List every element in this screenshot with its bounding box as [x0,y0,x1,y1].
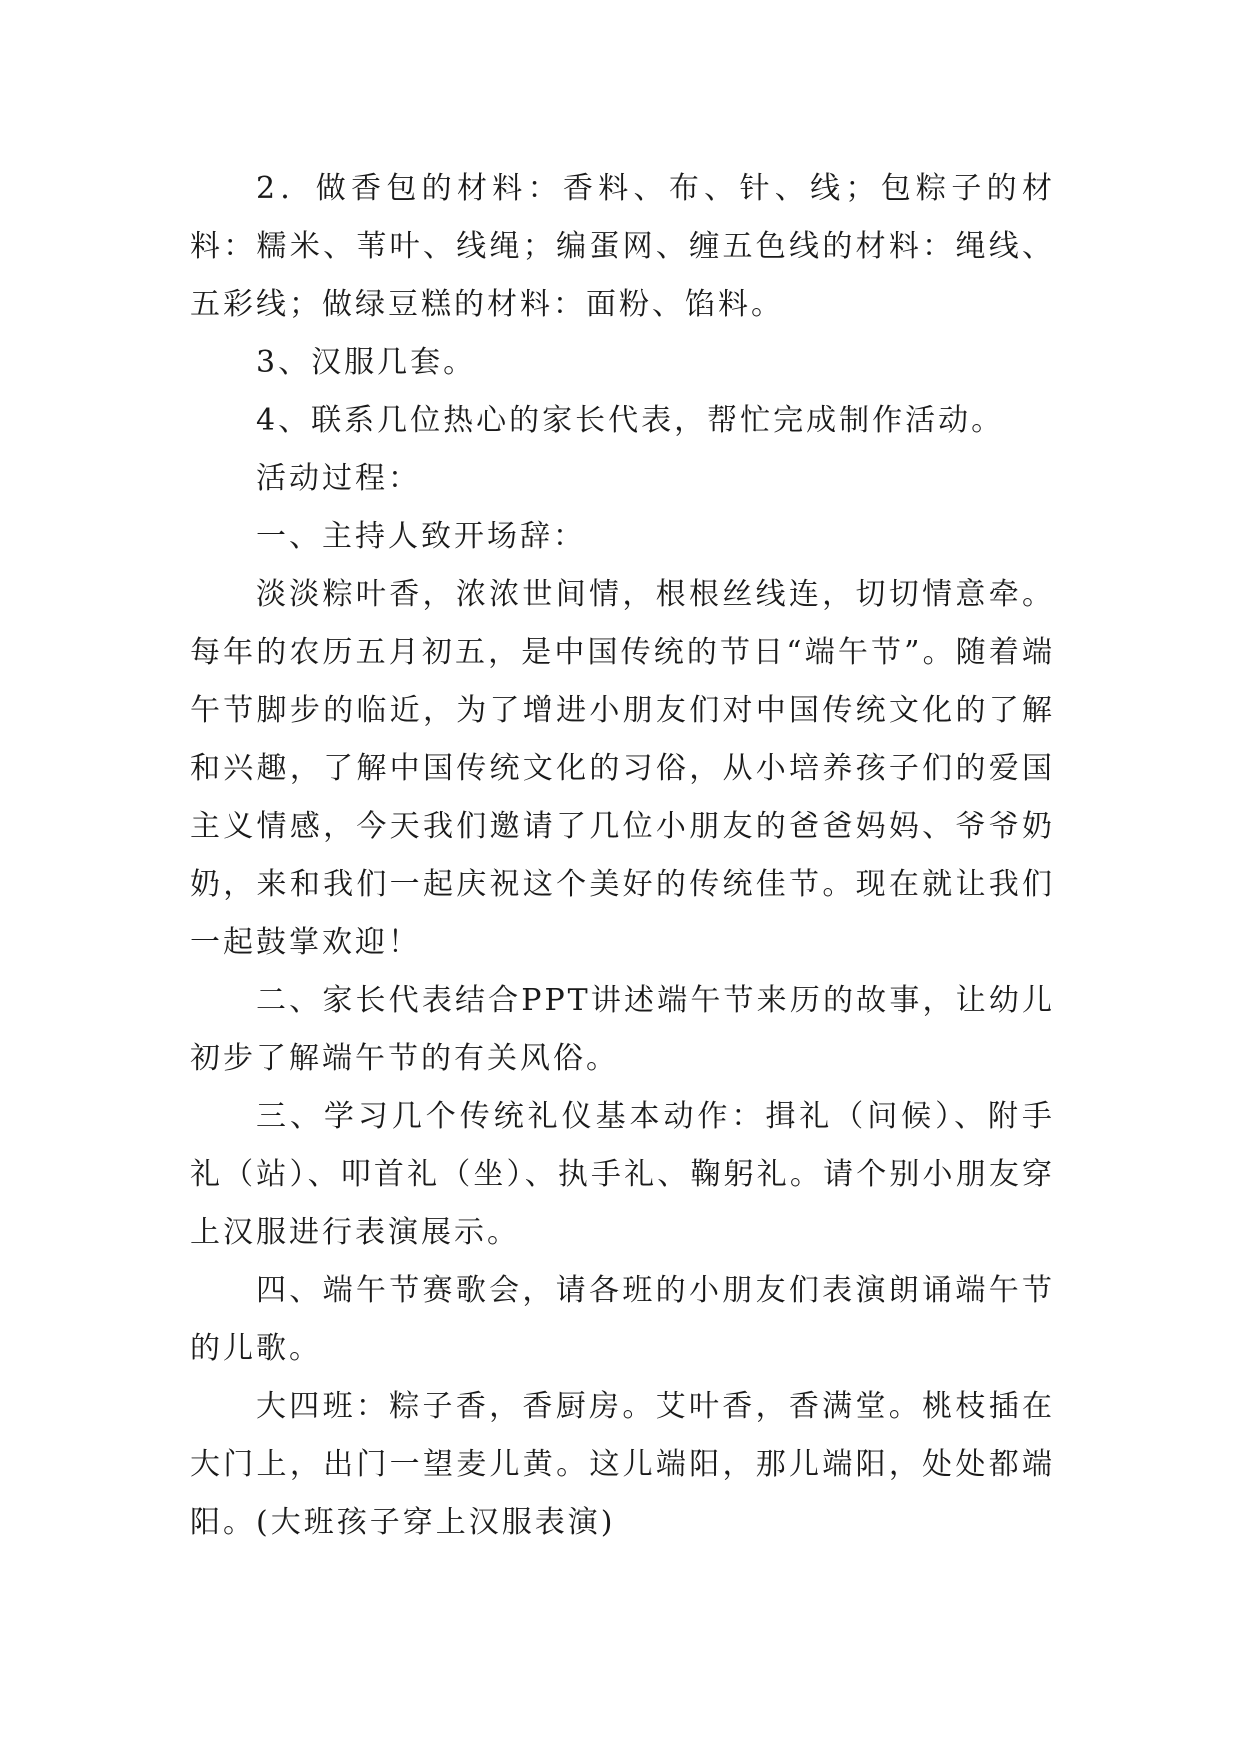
paragraph-parents: 4、联系几位热心的家长代表，帮忙完成制作活动。 [256,403,1005,438]
paragraph-materials: 2．做香包的材料：香料、布、针、线；包粽子的材料：糯米、苇叶、线绳；编蛋网、缠五色线的材料：绳线、五彩线；做绿豆糕的材料：面粉、馅料。 [190,171,1055,322]
paragraph-opening-speech: 淡淡粽叶香，浓浓世间情，根根丝线连，切切情意牵。每年的农历五月初五，是中国传统的节日“端午节”。随着端午节脚步的临近，为了增进小朋友们对中国传统文化的了解和兴趣，了解中国传统文化的习俗，从小培养孩子们的爱国主义情感，今天我们邀请了几位小朋友的爸爸妈妈、爷爷奶奶，来和我们一起庆祝这个美好的传统佳节。现在就让我们一起鼓掌欢迎！ [190,577,1055,960]
paragraph-class-song: 大四班：粽子香，香厨房。艾叶香，香满堂。桃枝插在大门上，出门一望麦儿黄。这儿端阳，那儿端阳，处处都端阳。(大班孩子穿上汉服表演) [190,1389,1055,1540]
paragraph-process-heading: 活动过程： [256,461,421,496]
paragraph-step-one: 一、主持人致开场辞： [256,519,586,554]
paragraph-step-four: 四、端午节赛歌会，请各班的小朋友们表演朗诵端午节的儿歌。 [190,1273,1055,1366]
paragraph-step-two: 二、家长代表结合PPT讲述端午节来历的故事，让幼儿初步了解端午节的有关风俗。 [190,983,1055,1076]
paragraph-step-three: 三、学习几个传统礼仪基本动作：揖礼（问候）、附手礼（站）、叩首礼（坐）、执手礼、鞠躬礼。请个别小朋友穿上汉服进行表演展示。 [190,1099,1055,1250]
paragraph-hanfu: 3、汉服几套。 [256,345,477,380]
document-body [190,160,1055,1552]
